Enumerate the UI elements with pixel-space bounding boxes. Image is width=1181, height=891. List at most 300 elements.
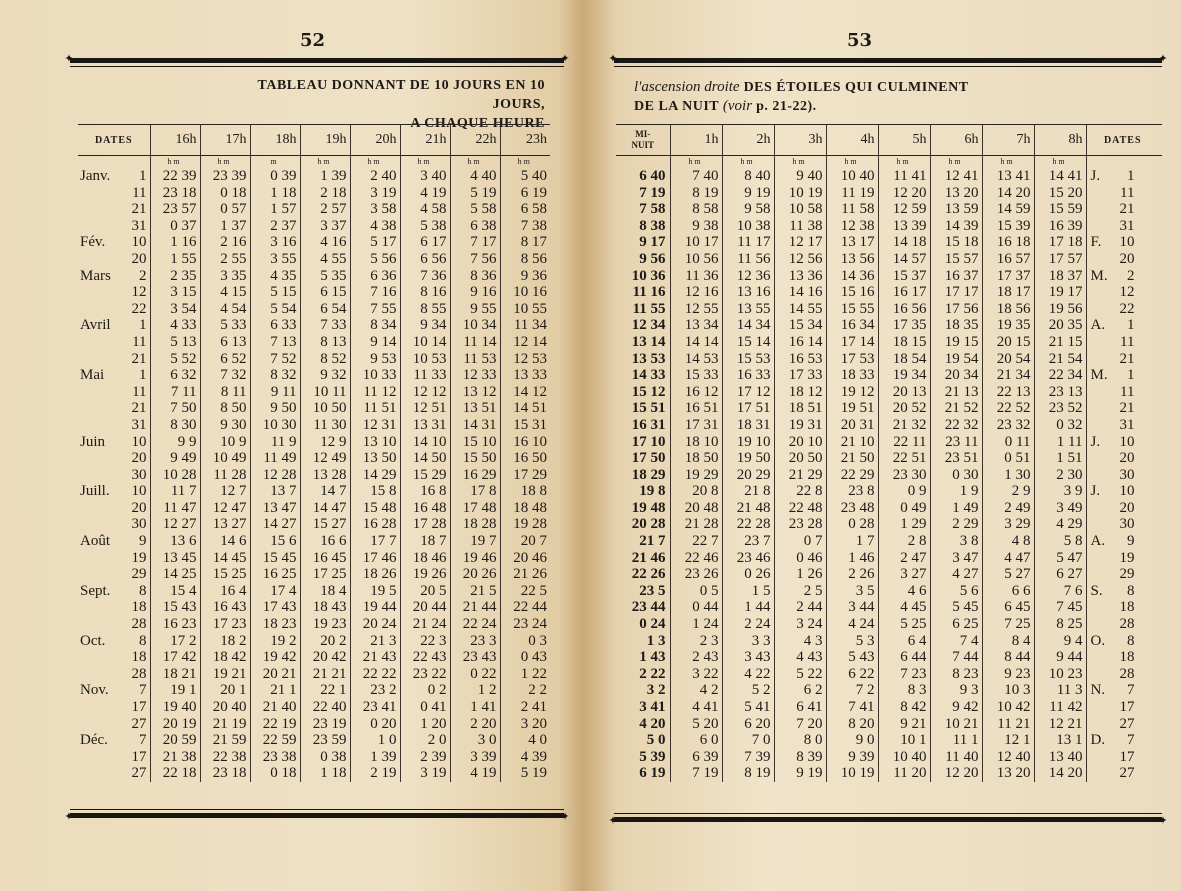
ra-value: 23 2 bbox=[350, 682, 400, 699]
minuit-value: 12 34 bbox=[616, 317, 670, 334]
date-day: 27 bbox=[1119, 715, 1135, 732]
date-month bbox=[78, 450, 122, 467]
ra-value: 12 20 bbox=[930, 765, 982, 782]
date-day: 11 bbox=[132, 333, 147, 350]
unit-label: h m bbox=[400, 156, 450, 169]
ra-value: 23 8 bbox=[826, 483, 878, 500]
hour-header: 6h bbox=[930, 125, 982, 156]
ra-value: 22 13 bbox=[982, 384, 1034, 401]
hour-header: 4h bbox=[826, 125, 878, 156]
ra-value: 6 33 bbox=[250, 317, 300, 334]
ra-value: 17 17 bbox=[930, 284, 982, 301]
ra-value: 11 40 bbox=[930, 749, 982, 766]
ra-value: 19 56 bbox=[1034, 301, 1086, 318]
ra-value: 19 10 bbox=[722, 434, 774, 451]
ra-value: 13 34 bbox=[670, 317, 722, 334]
date-month: J. bbox=[1090, 168, 1101, 184]
date-month bbox=[78, 716, 122, 733]
date-cell bbox=[1086, 400, 1162, 417]
ra-value: 17 23 bbox=[200, 616, 250, 633]
ra-value: 5 45 bbox=[930, 599, 982, 616]
ra-value: 10 33 bbox=[350, 367, 400, 384]
ra-value: 2 18 bbox=[300, 185, 350, 202]
ra-value: 14 16 bbox=[774, 284, 826, 301]
date-day: 7 bbox=[1127, 682, 1135, 699]
ra-value: 14 51 bbox=[500, 400, 550, 417]
minuit-value: 21 46 bbox=[616, 550, 670, 567]
ra-value: 9 38 bbox=[670, 218, 722, 235]
ra-value: 9 9 bbox=[150, 434, 200, 451]
ra-value: 22 22 bbox=[350, 666, 400, 683]
ra-value: 15 57 bbox=[930, 251, 982, 268]
ra-value: 7 2 bbox=[826, 682, 878, 699]
ra-value: 2 16 bbox=[200, 234, 250, 251]
ra-value: 1 22 bbox=[500, 666, 550, 683]
ra-value: 11 21 bbox=[982, 716, 1034, 733]
ra-value: 15 4 bbox=[150, 583, 200, 600]
ra-value: 22 43 bbox=[400, 649, 450, 666]
ra-value: 4 22 bbox=[722, 666, 774, 683]
minuit-value: 15 51 bbox=[616, 400, 670, 417]
ra-value: 12 31 bbox=[350, 417, 400, 434]
ra-value: 9 34 bbox=[400, 317, 450, 334]
date-month: M. bbox=[1090, 267, 1108, 284]
ra-value: 5 19 bbox=[500, 765, 550, 782]
table-row bbox=[616, 483, 1162, 500]
date-cell bbox=[1086, 765, 1162, 782]
ra-value: 13 31 bbox=[400, 417, 450, 434]
ra-value: 12 49 bbox=[300, 450, 350, 467]
ra-value: 0 57 bbox=[200, 201, 250, 218]
date-day: 7 bbox=[139, 732, 147, 749]
date-day: 28 bbox=[131, 616, 147, 633]
date-day: 20 bbox=[1119, 250, 1135, 267]
ra-value: 10 16 bbox=[500, 284, 550, 301]
ra-value: 20 13 bbox=[878, 384, 930, 401]
ra-value: 5 25 bbox=[878, 616, 930, 633]
ra-value: 20 15 bbox=[982, 334, 1034, 351]
date-day: 22 bbox=[1119, 300, 1135, 317]
table-row bbox=[616, 550, 1162, 567]
ra-value: 1 49 bbox=[930, 500, 982, 517]
ra-value: 14 7 bbox=[300, 483, 350, 500]
ra-value: 12 53 bbox=[500, 351, 550, 368]
unit-row bbox=[78, 156, 550, 169]
table-row bbox=[78, 301, 550, 318]
table-row bbox=[78, 400, 550, 417]
ra-value: 22 7 bbox=[670, 533, 722, 550]
minuit-header-line-1: MI- bbox=[635, 129, 651, 139]
ra-value: 8 0 bbox=[774, 732, 826, 749]
ra-value: 21 43 bbox=[350, 649, 400, 666]
ra-value: 5 43 bbox=[826, 649, 878, 666]
ra-value: 20 19 bbox=[150, 716, 200, 733]
ra-value: 23 43 bbox=[450, 649, 500, 666]
ra-value: 15 25 bbox=[200, 566, 250, 583]
date-day: 31 bbox=[131, 416, 147, 433]
date-cell bbox=[1086, 566, 1162, 583]
ra-value: 2 55 bbox=[200, 251, 250, 268]
unit-label: h m bbox=[200, 156, 250, 169]
ra-value: 10 55 bbox=[500, 301, 550, 318]
ra-value: 10 49 bbox=[200, 450, 250, 467]
date-day: 22 bbox=[131, 300, 147, 317]
ra-value: 18 8 bbox=[500, 483, 550, 500]
table-row bbox=[616, 450, 1162, 467]
corner-ornament-icon: ✦ bbox=[560, 52, 570, 65]
minuit-value: 9 56 bbox=[616, 251, 670, 268]
ra-value: 19 42 bbox=[250, 649, 300, 666]
table-row bbox=[616, 268, 1162, 285]
date-month: M. bbox=[1090, 367, 1108, 384]
date-day: 27 bbox=[131, 715, 147, 732]
date-day: 28 bbox=[1119, 665, 1135, 682]
ra-value: 16 39 bbox=[1034, 218, 1086, 235]
minuit-value: 2 22 bbox=[616, 666, 670, 683]
ra-value: 0 43 bbox=[500, 649, 550, 666]
ra-value: 9 36 bbox=[500, 268, 550, 285]
ra-value: 12 21 bbox=[1034, 716, 1086, 733]
date-day: 11 bbox=[132, 383, 147, 400]
ra-value: 23 46 bbox=[722, 550, 774, 567]
ra-value: 3 15 bbox=[150, 284, 200, 301]
date-day: 12 bbox=[131, 284, 147, 301]
ra-value: 0 37 bbox=[150, 218, 200, 235]
ra-value: 8 36 bbox=[450, 268, 500, 285]
ra-value: 21 40 bbox=[250, 699, 300, 716]
ra-value: 12 40 bbox=[982, 749, 1034, 766]
date-day: 11 bbox=[1120, 184, 1135, 201]
date-day: 9 bbox=[1127, 533, 1135, 550]
date-day: 17 bbox=[1119, 748, 1135, 765]
ra-value: 18 35 bbox=[930, 317, 982, 334]
unit-label: h m bbox=[150, 156, 200, 169]
ra-value: 9 55 bbox=[450, 301, 500, 318]
table-row bbox=[78, 682, 550, 699]
ra-value: 11 33 bbox=[400, 367, 450, 384]
ra-value: 8 40 bbox=[722, 168, 774, 185]
unit-label: h m bbox=[774, 156, 826, 169]
ra-value: 0 9 bbox=[878, 483, 930, 500]
ra-value: 19 54 bbox=[930, 351, 982, 368]
unit-label: h m bbox=[722, 156, 774, 169]
ra-value: 13 55 bbox=[722, 301, 774, 318]
ra-value: 23 57 bbox=[150, 201, 200, 218]
ra-value: 5 17 bbox=[350, 234, 400, 251]
ra-value: 23 7 bbox=[722, 533, 774, 550]
ra-value: 8 3 bbox=[878, 682, 930, 699]
ra-value: 11 30 bbox=[300, 417, 350, 434]
ra-value: 3 37 bbox=[300, 218, 350, 235]
ra-value: 18 26 bbox=[350, 566, 400, 583]
ra-value: 17 33 bbox=[774, 367, 826, 384]
ra-value: 9 53 bbox=[350, 351, 400, 368]
ra-value: 18 7 bbox=[400, 533, 450, 550]
ra-value: 22 3 bbox=[400, 633, 450, 650]
ra-value: 18 15 bbox=[878, 334, 930, 351]
ra-value: 12 38 bbox=[826, 218, 878, 235]
date-day: 10 bbox=[1119, 483, 1135, 500]
table-row bbox=[78, 234, 550, 251]
ra-value: 17 43 bbox=[250, 599, 300, 616]
ra-value: 2 39 bbox=[400, 749, 450, 766]
ra-value: 1 39 bbox=[350, 749, 400, 766]
ra-value: 21 50 bbox=[826, 450, 878, 467]
ra-value: 4 35 bbox=[250, 268, 300, 285]
ra-value: 4 45 bbox=[878, 599, 930, 616]
ra-value: 10 21 bbox=[930, 716, 982, 733]
ra-value: 8 13 bbox=[300, 334, 350, 351]
ra-value: 13 7 bbox=[250, 483, 300, 500]
ra-value: 22 29 bbox=[826, 467, 878, 484]
ra-value: 8 30 bbox=[150, 417, 200, 434]
ra-value: 7 11 bbox=[150, 384, 200, 401]
date-day: 8 bbox=[139, 632, 147, 649]
left-ascension-table bbox=[78, 124, 550, 782]
ra-value: 7 6 bbox=[1034, 583, 1086, 600]
ra-value: 3 16 bbox=[250, 234, 300, 251]
table-row bbox=[78, 450, 550, 467]
date-month bbox=[78, 400, 122, 417]
minuit-value: 17 50 bbox=[616, 450, 670, 467]
ra-value: 16 51 bbox=[670, 400, 722, 417]
ra-value: 4 15 bbox=[200, 284, 250, 301]
ra-value: 7 36 bbox=[400, 268, 450, 285]
ra-value: 21 52 bbox=[930, 400, 982, 417]
minuit-value: 9 17 bbox=[616, 234, 670, 251]
ra-value: 1 18 bbox=[250, 185, 300, 202]
ra-value: 12 51 bbox=[400, 400, 450, 417]
title-line-2-italic: (voir bbox=[722, 98, 753, 114]
ra-value: 11 3 bbox=[1034, 682, 1086, 699]
date-cell bbox=[1086, 716, 1162, 733]
ra-value: 22 28 bbox=[722, 516, 774, 533]
ra-value: 1 39 bbox=[300, 168, 350, 185]
ra-value: 17 2 bbox=[150, 633, 200, 650]
ra-value: 12 9 bbox=[300, 434, 350, 451]
ra-value: 23 11 bbox=[930, 434, 982, 451]
ra-value: 0 20 bbox=[350, 716, 400, 733]
ra-value: 13 47 bbox=[250, 500, 300, 517]
ra-value: 23 18 bbox=[200, 765, 250, 782]
table-row bbox=[78, 550, 550, 567]
date-month: Juin bbox=[80, 433, 106, 450]
table-row bbox=[616, 583, 1162, 600]
ra-value: 23 30 bbox=[878, 467, 930, 484]
ra-value: 12 17 bbox=[774, 234, 826, 251]
minuit-value: 6 19 bbox=[616, 765, 670, 782]
ra-value: 4 19 bbox=[400, 185, 450, 202]
ra-value: 19 23 bbox=[300, 616, 350, 633]
ra-value: 15 33 bbox=[670, 367, 722, 384]
date-day: 20 bbox=[131, 450, 147, 467]
date-day: 11 bbox=[132, 184, 147, 201]
ra-value: 12 28 bbox=[250, 467, 300, 484]
ra-value: 2 20 bbox=[450, 716, 500, 733]
minuit-value: 18 29 bbox=[616, 467, 670, 484]
ra-value: 2 29 bbox=[930, 516, 982, 533]
ra-value: 2 9 bbox=[982, 483, 1034, 500]
date-day: 18 bbox=[1119, 599, 1135, 616]
ra-value: 20 48 bbox=[670, 500, 722, 517]
hour-header: 22h bbox=[450, 125, 500, 156]
ra-value: 2 5 bbox=[774, 583, 826, 600]
ra-value: 0 51 bbox=[982, 450, 1034, 467]
ra-value: 4 55 bbox=[300, 251, 350, 268]
date-month: F. bbox=[1090, 234, 1102, 251]
ra-value: 7 41 bbox=[826, 699, 878, 716]
ra-value: 17 53 bbox=[826, 351, 878, 368]
hour-header: 21h bbox=[400, 125, 450, 156]
ra-value: 9 3 bbox=[930, 682, 982, 699]
page-number-left: 52 bbox=[300, 30, 326, 51]
minuit-value: 4 20 bbox=[616, 716, 670, 733]
date-month: S. bbox=[1090, 582, 1103, 599]
ra-value: 2 35 bbox=[150, 268, 200, 285]
ra-value: 3 3 bbox=[722, 633, 774, 650]
dates-column-header: DATES bbox=[78, 125, 150, 156]
table-row bbox=[78, 434, 550, 451]
ra-value: 12 47 bbox=[200, 500, 250, 517]
ra-value: 3 54 bbox=[150, 301, 200, 318]
ra-value: 8 34 bbox=[350, 317, 400, 334]
ra-value: 5 52 bbox=[150, 351, 200, 368]
ra-value: 7 50 bbox=[150, 400, 200, 417]
ra-value: 7 38 bbox=[500, 218, 550, 235]
ra-value: 16 25 bbox=[250, 566, 300, 583]
date-month bbox=[78, 500, 122, 517]
table-row bbox=[616, 367, 1162, 384]
ra-value: 14 41 bbox=[1034, 168, 1086, 185]
date-month bbox=[78, 417, 122, 434]
ra-value: 11 38 bbox=[774, 218, 826, 235]
ra-value: 1 11 bbox=[1034, 434, 1086, 451]
minuit-value: 20 28 bbox=[616, 516, 670, 533]
ra-value: 16 12 bbox=[670, 384, 722, 401]
ra-value: 0 5 bbox=[670, 583, 722, 600]
date-day: 2 bbox=[1127, 267, 1135, 284]
ra-value: 17 46 bbox=[350, 550, 400, 567]
hour-header: 16h bbox=[150, 125, 200, 156]
ra-value: 19 29 bbox=[670, 467, 722, 484]
ra-value: 2 43 bbox=[670, 649, 722, 666]
ra-value: 1 7 bbox=[826, 533, 878, 550]
ra-value: 11 53 bbox=[450, 351, 500, 368]
ra-value: 22 1 bbox=[300, 682, 350, 699]
right-page-title bbox=[634, 78, 1054, 116]
ra-value: 16 37 bbox=[930, 268, 982, 285]
ra-value: 0 3 bbox=[500, 633, 550, 650]
ra-value: 0 32 bbox=[1034, 417, 1086, 434]
date-day: 28 bbox=[1119, 616, 1135, 633]
date-month: Avril bbox=[80, 317, 111, 334]
date-month: Mars bbox=[80, 267, 111, 284]
date-month: Oct. bbox=[80, 632, 106, 649]
ra-value: 1 55 bbox=[150, 251, 200, 268]
ra-value: 4 33 bbox=[150, 317, 200, 334]
date-cell bbox=[1086, 417, 1162, 434]
ra-value: 6 56 bbox=[400, 251, 450, 268]
ra-value: 22 19 bbox=[250, 716, 300, 733]
date-day: 12 bbox=[1119, 284, 1135, 301]
date-day: 20 bbox=[1119, 450, 1135, 467]
ra-value: 2 19 bbox=[350, 765, 400, 782]
ra-value: 1 5 bbox=[722, 583, 774, 600]
table-row bbox=[616, 749, 1162, 766]
ra-value: 5 19 bbox=[450, 185, 500, 202]
ra-value: 17 48 bbox=[450, 500, 500, 517]
ra-value: 1 2 bbox=[450, 682, 500, 699]
ra-value: 0 41 bbox=[400, 699, 450, 716]
ra-value: 8 25 bbox=[1034, 616, 1086, 633]
date-day: 17 bbox=[1119, 699, 1135, 715]
ra-value: 18 31 bbox=[722, 417, 774, 434]
table-row bbox=[616, 400, 1162, 417]
ra-value: 5 3 bbox=[826, 633, 878, 650]
ra-value: 22 8 bbox=[774, 483, 826, 500]
ra-value: 15 27 bbox=[300, 516, 350, 533]
ra-value: 20 50 bbox=[774, 450, 826, 467]
date-month: A. bbox=[1090, 533, 1106, 550]
date-month: O. bbox=[1090, 632, 1106, 649]
ra-value: 15 45 bbox=[250, 550, 300, 567]
ra-value: 10 19 bbox=[826, 765, 878, 782]
ra-value: 5 6 bbox=[930, 583, 982, 600]
table-row bbox=[616, 732, 1162, 749]
date-day: 27 bbox=[131, 765, 147, 782]
ra-value: 23 24 bbox=[500, 616, 550, 633]
date-day: 10 bbox=[1119, 234, 1135, 251]
ra-value: 17 12 bbox=[722, 384, 774, 401]
table-row bbox=[78, 649, 550, 666]
ra-value: 18 48 bbox=[500, 500, 550, 517]
ra-value: 5 33 bbox=[200, 317, 250, 334]
corner-ornament-icon: ✦ bbox=[1158, 814, 1168, 827]
minuit-value: 7 58 bbox=[616, 201, 670, 218]
left-page bbox=[0, 0, 582, 891]
date-cell bbox=[1086, 434, 1162, 451]
right-page bbox=[582, 0, 1181, 891]
ra-value: 8 58 bbox=[670, 201, 722, 218]
ra-value: 10 58 bbox=[774, 201, 826, 218]
ra-value: 4 58 bbox=[400, 201, 450, 218]
ra-value: 18 17 bbox=[982, 284, 1034, 301]
date-day: 20 bbox=[1119, 499, 1135, 516]
ra-value: 14 27 bbox=[250, 516, 300, 533]
ra-value: 3 35 bbox=[200, 268, 250, 285]
ra-value: 2 47 bbox=[878, 550, 930, 567]
ra-value: 7 55 bbox=[350, 301, 400, 318]
ra-value: 11 47 bbox=[150, 500, 200, 517]
ra-value: 8 11 bbox=[200, 384, 250, 401]
date-month: Nov. bbox=[80, 682, 109, 699]
date-cell bbox=[1086, 599, 1162, 616]
ra-value: 6 54 bbox=[300, 301, 350, 318]
table-row bbox=[78, 384, 550, 401]
ra-value: 16 6 bbox=[300, 533, 350, 550]
table-row bbox=[78, 251, 550, 268]
date-month: A. bbox=[1090, 317, 1106, 334]
date-cell bbox=[1086, 251, 1162, 268]
ra-value: 20 46 bbox=[500, 550, 550, 567]
ra-value: 13 45 bbox=[150, 550, 200, 567]
ra-value: 9 32 bbox=[300, 367, 350, 384]
table-row bbox=[616, 500, 1162, 517]
ra-value: 19 26 bbox=[400, 566, 450, 583]
ra-value: 6 41 bbox=[774, 699, 826, 716]
ra-value: 4 27 bbox=[930, 566, 982, 583]
ra-value: 7 39 bbox=[722, 749, 774, 766]
